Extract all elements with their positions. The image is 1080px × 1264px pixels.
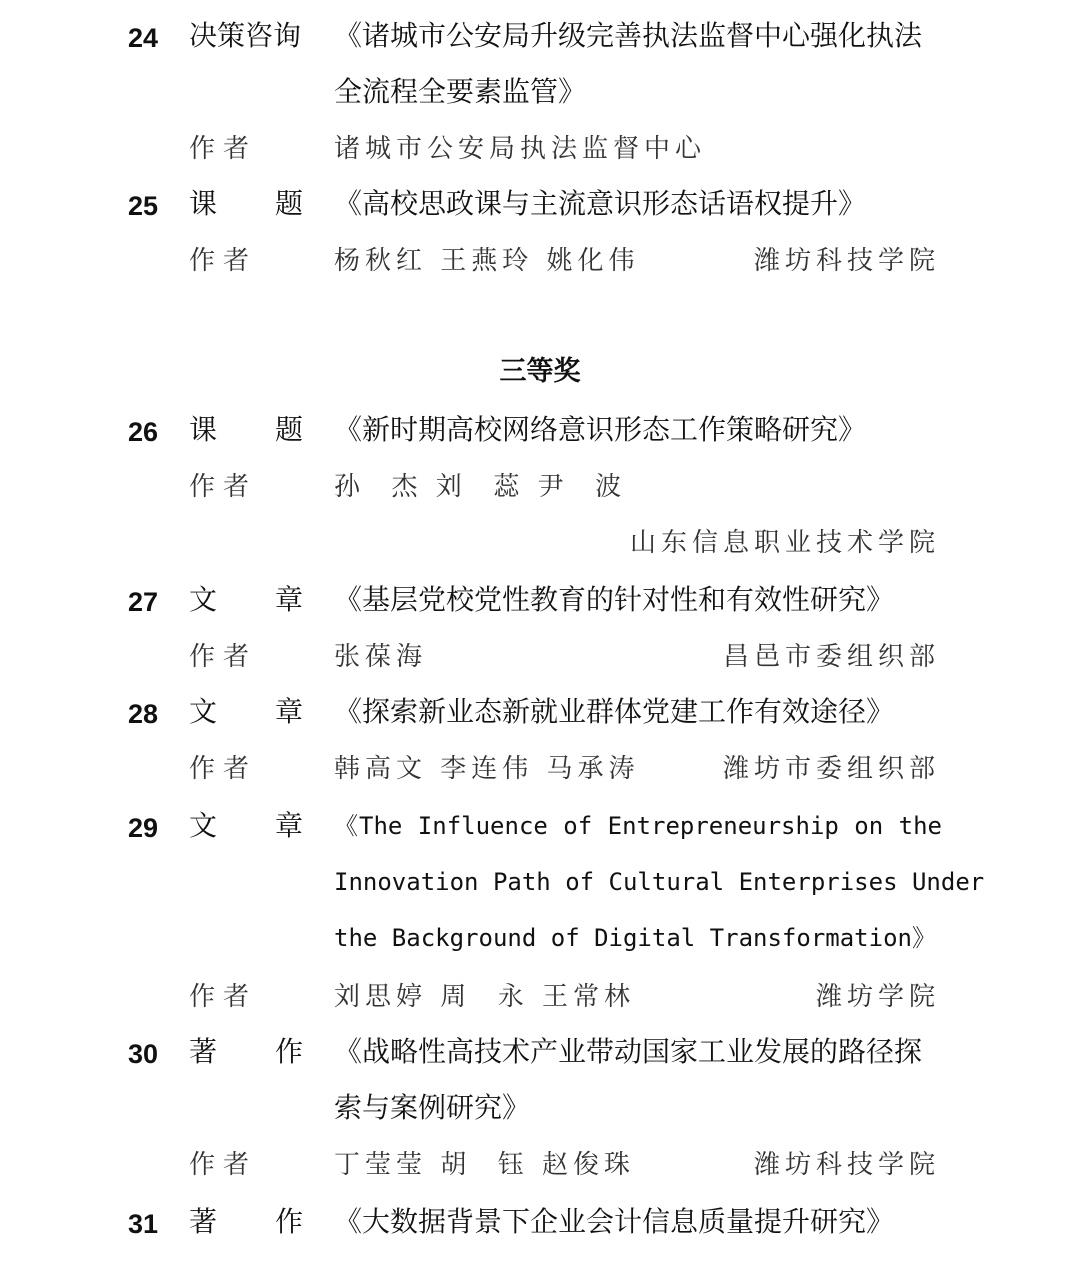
author-names: 杨秋红 王燕玲 姚化伟 [334,246,640,276]
entry-row [0,800,1080,856]
author-names: 刘思婷 周 永 王常林 [334,982,636,1012]
entry-row [0,404,1080,460]
entry-type: 文章 [189,695,303,728]
entry-type: 著作 [189,1205,303,1238]
author-organization: 昌邑市委组织部 [722,642,940,672]
entry-number: 24 [128,23,159,53]
entry-row [0,10,1080,66]
entry-number: 31 [128,1209,159,1239]
entry-number: 30 [128,1039,159,1069]
entry-number: 28 [128,699,159,729]
author-names: 丁莹莹 胡 钰 赵俊珠 [334,1150,636,1180]
author-org-row [0,516,1080,572]
author-label: 作者 [189,754,258,784]
author-row [0,122,1080,178]
entry-title: 全流程全要素监管》 [334,75,587,108]
entry-title: 《基层党校党性教育的针对性和有效性研究》 [334,583,895,616]
entry-title-continuation [0,856,1080,912]
entry-title: 《高校思政课与主流意识形态话语权提升》 [334,187,867,220]
author-organization: 潍坊科技学院 [753,1150,940,1180]
author-row [0,742,1080,798]
author-row [0,1138,1080,1194]
entry-row [0,178,1080,234]
entry-row [0,686,1080,742]
entry-row [0,574,1080,630]
author-label: 作者 [189,1150,258,1180]
author-names: 韩高文 李连伟 马承涛 [334,754,640,784]
author-row [0,234,1080,290]
entry-title-continuation [0,1082,1080,1138]
author-organization: 潍坊市委组织部 [722,754,940,784]
entry-title: 索与案例研究》 [334,1091,531,1124]
entry-title-continuation [0,66,1080,122]
author-names: 诸城市公安局执法监督中心 [334,134,707,164]
entry-number: 25 [128,191,159,221]
author-row [0,460,1080,516]
entry-number: 26 [128,417,159,447]
entry-title: 《大数据背景下企业会计信息质量提升研究》 [334,1205,895,1238]
entry-type: 课题 [189,413,303,446]
author-row [0,970,1080,1026]
author-label: 作者 [189,472,258,502]
entry-title: 《诸城市公安局升级完善执法监督中心强化执法 [334,19,923,52]
author-label: 作者 [189,134,258,164]
author-label: 作者 [189,246,258,276]
entry-title: Innovation Path of Cultural Enterprises Under [334,868,985,896]
entry-type: 文章 [189,809,303,842]
entry-title: 《新时期高校网络意识形态工作策略研究》 [334,413,867,446]
entry-row [0,1026,1080,1082]
section-heading: 三等奖 [499,356,581,387]
entry-title: 《探索新业态新就业群体党建工作有效途径》 [334,695,895,728]
author-label: 作者 [189,642,258,672]
entry-type: 课题 [189,187,303,220]
author-row [0,630,1080,686]
entry-title-continuation [0,912,1080,968]
entry-row [0,1196,1080,1252]
entry-number: 27 [128,587,159,617]
entry-number: 29 [128,813,159,843]
author-names: 张葆海 [334,642,428,672]
author-organization: 潍坊科技学院 [753,246,940,276]
entry-title: the Background of Digital Transformation》 [334,924,936,952]
entry-title: 《战略性高技术产业带动国家工业发展的路径探 [334,1035,923,1068]
author-names: 孙 杰 刘 蕊 尹 波 [334,472,627,502]
author-organization: 潍坊学院 [815,982,940,1012]
author-label: 作者 [189,982,258,1012]
entry-type: 文章 [189,583,303,616]
entry-type: 著作 [189,1035,303,1068]
author-organization: 山东信息职业技术学院 [629,528,940,558]
entry-type: 决策咨询 [189,19,302,52]
entry-title: 《The Influence of Entrepreneurship on the [334,812,942,840]
